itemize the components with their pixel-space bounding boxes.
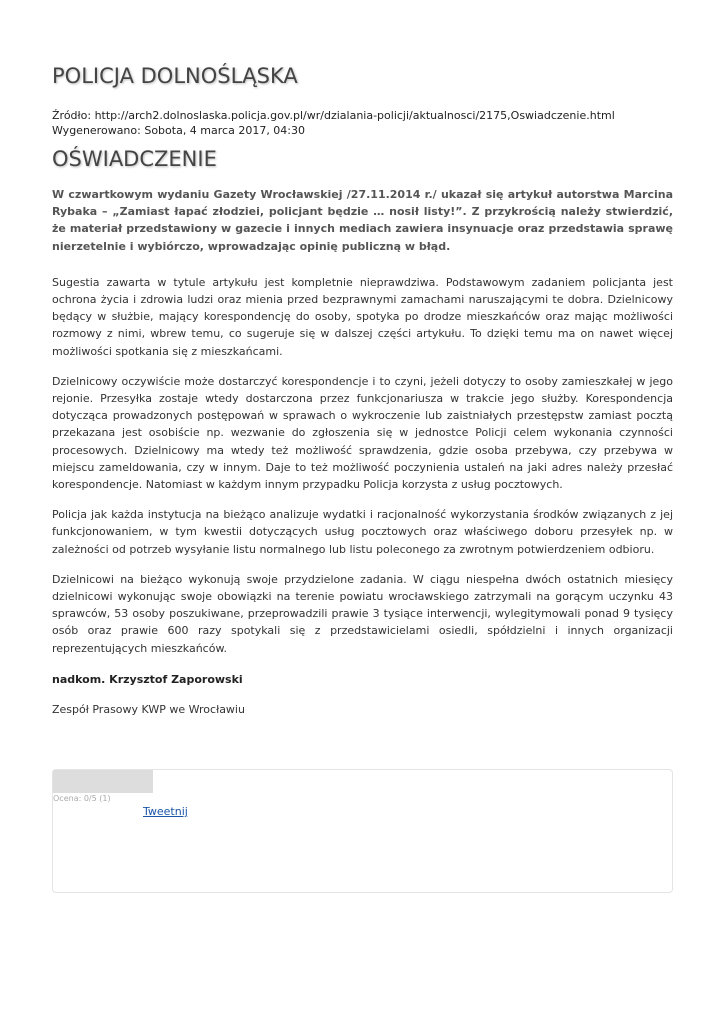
rating-bar[interactable] bbox=[53, 770, 153, 793]
article-paragraph: Dzielnicowy oczywiście może dostarczyć korespondencje i to czyni, jeżeli dotyczy to osoby zamieszkałej w jego rejonie. Przesyłka zostaje wtedy dostarczona przez funkcjonariusza w trakcie jego służby. Korespondencja dotycząca prowadzonych postępowań w sprawach o wykroczenie lub zaistniałych przestępstw zamiast pocztą przekazana jest osobiście np. wezwanie do zgłoszenia się w jednostce Policji celem wykonania czynności procesowych. Dzielnicowy ma wtedy też możliwość sprawdzenia, gdzie osoba przebywa, czy przebywa w miejscu zameldowania, czy w innym. Daje to też możliwość poczynienia ustaleń na jaki adres należy przesłać korespondencje. Natomiast w każdym innym przypadku Policja korzysta z usług pocztowych. bbox=[52, 374, 673, 492]
generated-line: Wygenerowano: Sobota, 4 marca 2017, 04:30 bbox=[52, 124, 306, 137]
tweet-link[interactable]: Tweetnij bbox=[143, 805, 188, 818]
article-lead: W czwartkowym wydaniu Gazety Wrocławskiej /27.11.2014 r./ ukazał się artykuł autorstwa Marcina Rybaka – „Zamiast łapać złodziei, policjant będzie … nosił listy!”. Z przykrością należy stwierdzić, że materiał przedstawiony w gazecie i innych mediach zawiera insynuacje oraz przedstawia sprawę nierzetelnie i wybiórczo, wprowadzając opinię publiczną w błąd. bbox=[52, 188, 673, 253]
site-title: POLICJA DOLNOŚLĄSKA bbox=[52, 64, 298, 88]
rating-text: Ocena: 0/5 (1) bbox=[53, 794, 111, 803]
document-meta bbox=[52, 108, 615, 138]
footer-box bbox=[52, 769, 673, 893]
article-paragraph: Policja jak każda instytucja na bieżąco analizuje wydatki i racjonalność wykorzystania środków związanych z jej funkcjonowaniem, w tym kwestii dotyczących usług pocztowych oraz właściwego doboru przesyłek np. w zależności od potrzeb wysyłanie listu normalnego lub listu poleconego za zwrotnym potwierdzeniem odbioru. bbox=[52, 508, 673, 556]
article-title: OŚWIADCZENIE bbox=[52, 147, 217, 171]
article-paragraph: Sugestia zawarta w tytule artykułu jest kompletnie nieprawdziwa. Podstawowym zadaniem policjanta jest ochrona życia i zdrowia ludzi oraz mienia przed bezprawnymi zamachami naruszającymi te dobra. Dzielnicowy będący w służbie, mający korespondencję do osoby, spotyka po drodze mieszkańców oraz mając możliwości rozmowy z nimi, wbrew temu, co sugeruje się w dalszej części artykułu. To dzięki temu ma on nawet więcej możliwości spotkania się z mieszkańcami. bbox=[52, 275, 673, 358]
article-content bbox=[52, 186, 673, 731]
article-office: Zespół Prasowy KWP we Wrocławiu bbox=[52, 703, 245, 717]
article-signature: nadkom. Krzysztof Zaporowski bbox=[52, 672, 243, 686]
article-paragraph: Dzielnicowi na bieżąco wykonują swoje przydzielone zadania. W ciągu niespełna dwóch ostatnich miesięcy dzielnicowi wykonując swoje obowiązki na terenie powiatu wrocławskiego zatrzymali na gorącym uczynku 43 sprawców, 53 osoby poszukiwane, przeprowadzili prawie 3 tysiące interwencji, wylegitymowali ponad 9 tysięcy osób oraz prawie 600 razy spotykali się z przedstawicielami osiedli, spółdzielni i innych organizacji reprezentujących mieszkańców. bbox=[52, 572, 673, 655]
source-line: Źródło: http://arch2.dolnoslaska.policja.gov.pl/wr/dzialania-policji/aktualnosci/2175,Oswiadczenie.html bbox=[52, 109, 615, 122]
